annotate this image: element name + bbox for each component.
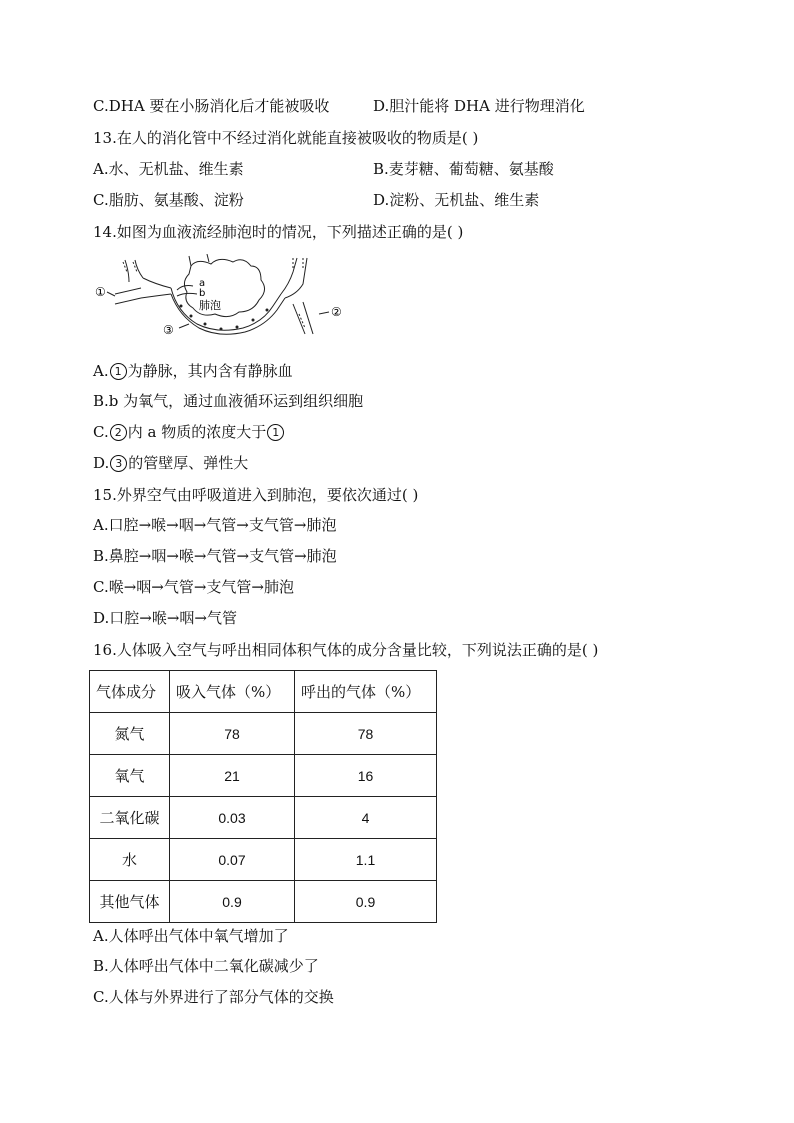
table-header-cell: 吸入气体（%） xyxy=(170,671,295,713)
table-row xyxy=(90,839,437,881)
q14-option-a-prefix: A. xyxy=(93,362,109,380)
q16-option-c: C.人体与外界进行了部分气体的交换 xyxy=(93,988,334,1006)
table-cell: 4 xyxy=(295,797,437,839)
table-row xyxy=(90,713,437,755)
q14-option-a xyxy=(93,361,293,381)
table-cell: 78 xyxy=(295,713,437,755)
table-cell: 1.1 xyxy=(295,839,437,881)
q15-option-c: C.喉→咽→气管→支气管→肺泡 xyxy=(93,578,294,596)
q13-option-d: D.淀粉、无机盐、维生素 xyxy=(373,191,540,209)
q15-option-d: D.口腔→喉→咽→气管 xyxy=(93,609,237,627)
table-header-row xyxy=(90,671,437,713)
figure-label-alveolus: 肺泡 xyxy=(199,299,221,312)
q13-stem: 13.在人的消化管中不经过消化就能直接被吸收的物质是( ) xyxy=(93,129,479,147)
figure-label-3: ③ xyxy=(163,323,174,337)
q14-option-b: B.b 为氧气，通过血液循环运到组织细胞 xyxy=(93,392,364,410)
q12-option-d: D.胆汁能将 DHA 进行物理消化 xyxy=(373,97,585,115)
table-cell: 氧气 xyxy=(90,755,170,797)
table-cell: 二氧化碳 xyxy=(90,797,170,839)
table-cell: 78 xyxy=(170,713,295,755)
circled-number-mark: 1 xyxy=(110,363,127,380)
q14-option-d-prefix: D. xyxy=(93,454,110,472)
q13-option-c: C.脂肪、氨基酸、淀粉 xyxy=(93,191,244,209)
q14-option-a-text: 为静脉，其内含有静脉血 xyxy=(127,362,293,380)
figure-label-b: b xyxy=(199,288,206,299)
table-cell: 0.07 xyxy=(170,839,295,881)
gas-composition-table xyxy=(89,670,437,923)
q14-option-c xyxy=(93,422,285,442)
q12-option-c: C.DHA 要在小肠消化后才能被吸收 xyxy=(93,97,330,115)
table-row xyxy=(90,797,437,839)
q16-option-a: A.人体呼出气体中氧气增加了 xyxy=(93,927,289,945)
table-cell: 21 xyxy=(170,755,295,797)
table-row xyxy=(90,881,437,923)
circled-number-mark: 3 xyxy=(110,455,127,472)
table-header-cell: 气体成分 xyxy=(90,671,170,713)
table-cell: 氮气 xyxy=(90,713,170,755)
table-row xyxy=(90,755,437,797)
q13-option-a: A.水、无机盐、维生素 xyxy=(93,160,244,178)
table-cell: 0.03 xyxy=(170,797,295,839)
table-cell: 16 xyxy=(295,755,437,797)
q15-option-a: A.口腔→喉→咽→气管→支气管→肺泡 xyxy=(93,516,337,534)
table-header-cell: 呼出的气体（%） xyxy=(295,671,437,713)
q14-option-d xyxy=(93,453,248,473)
q15-option-b: B.鼻腔→咽→喉→气管→支气管→肺泡 xyxy=(93,547,337,565)
q14-option-c-text: 内 a 物质的浓度大于 xyxy=(127,423,267,441)
figure-label-1: ① xyxy=(95,285,106,299)
alveolus-blood-flow-figure xyxy=(93,254,349,346)
figure-label-2: ② xyxy=(331,305,342,319)
table-cell: 水 xyxy=(90,839,170,881)
q14-option-d-text: 的管壁厚、弹性大 xyxy=(128,454,249,472)
figure-label-a: a xyxy=(199,278,206,289)
table-cell: 0.9 xyxy=(170,881,295,923)
circled-number-mark: 1 xyxy=(267,424,284,441)
table-cell: 0.9 xyxy=(295,881,437,923)
table-cell: 其他气体 xyxy=(90,881,170,923)
q15-stem: 15.外界空气由呼吸道进入到肺泡，要依次通过( ) xyxy=(93,486,419,504)
q14-option-c-prefix: C. xyxy=(93,423,109,441)
q14-stem: 14.如图为血液流经肺泡时的情况，下列描述正确的是( ) xyxy=(93,223,464,241)
q16-stem: 16.人体吸入空气与呼出相同体积气体的成分含量比较，下列说法正确的是( ) xyxy=(93,641,599,659)
q13-option-b: B.麦芽糖、葡萄糖、氨基酸 xyxy=(373,160,554,178)
q16-option-b: B.人体呼出气体中二氧化碳减少了 xyxy=(93,957,319,975)
circled-number-mark: 2 xyxy=(110,424,127,441)
